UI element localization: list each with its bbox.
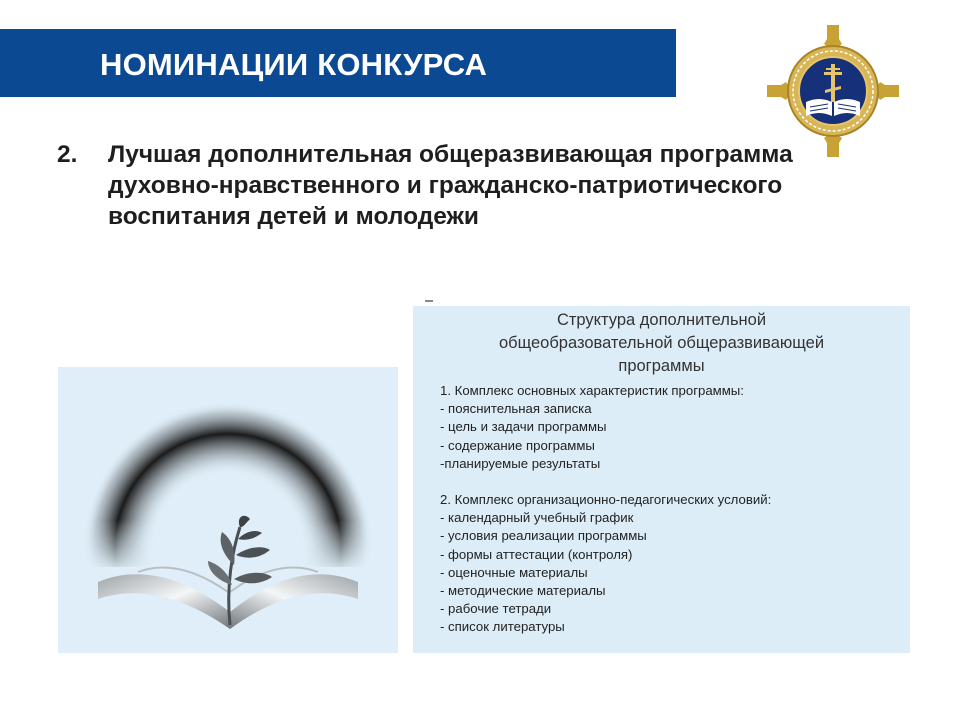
list-item: - пояснительная записка [440, 401, 592, 417]
section-basic-characteristics [440, 382, 900, 473]
list-item: - рабочие тетради [440, 601, 552, 617]
list-item: - календарный учебный график [440, 510, 634, 526]
structure-panel [413, 306, 910, 653]
structure-title-line: общеобразовательной общеразвивающей [498, 334, 825, 352]
list-item: - содержание программы [440, 437, 595, 453]
list-item: -планируемые результаты [440, 455, 601, 471]
list-item: - методические материалы [440, 583, 606, 599]
section-list [440, 400, 900, 473]
rainbow-open-book-sprout-icon [58, 367, 398, 653]
list-item: - список литературы [440, 619, 565, 635]
section-title: 1. Комплекс основных характеристик программы: [440, 383, 744, 398]
decorative-dash [425, 300, 433, 302]
structure-title-line: программы [618, 357, 705, 375]
nomination-number: 2. [57, 141, 78, 168]
illustration-panel [58, 367, 398, 653]
header-bar [0, 29, 676, 97]
slide-title: НОМИНАЦИИ КОНКУРСА [100, 47, 488, 82]
section-title: 2. Комплекс организационно-педагогических условий: [440, 492, 772, 507]
list-item: - оценочные материалы [440, 564, 588, 580]
section-organizational-conditions [440, 491, 900, 637]
list-item: - условия реализации программы [440, 528, 647, 544]
list-item: - формы аттестации (контроля) [440, 546, 633, 562]
structure-title [413, 309, 910, 378]
section-list [440, 509, 900, 636]
nomination-text: Лучшая дополнительная общеразвивающая программа духовно-нравственного и гражданско-патриотического воспитания детей и молодежи [108, 141, 793, 230]
structure-title-line: Структура дополнительной [556, 311, 767, 329]
list-item: - цель и задачи программы [440, 419, 607, 435]
